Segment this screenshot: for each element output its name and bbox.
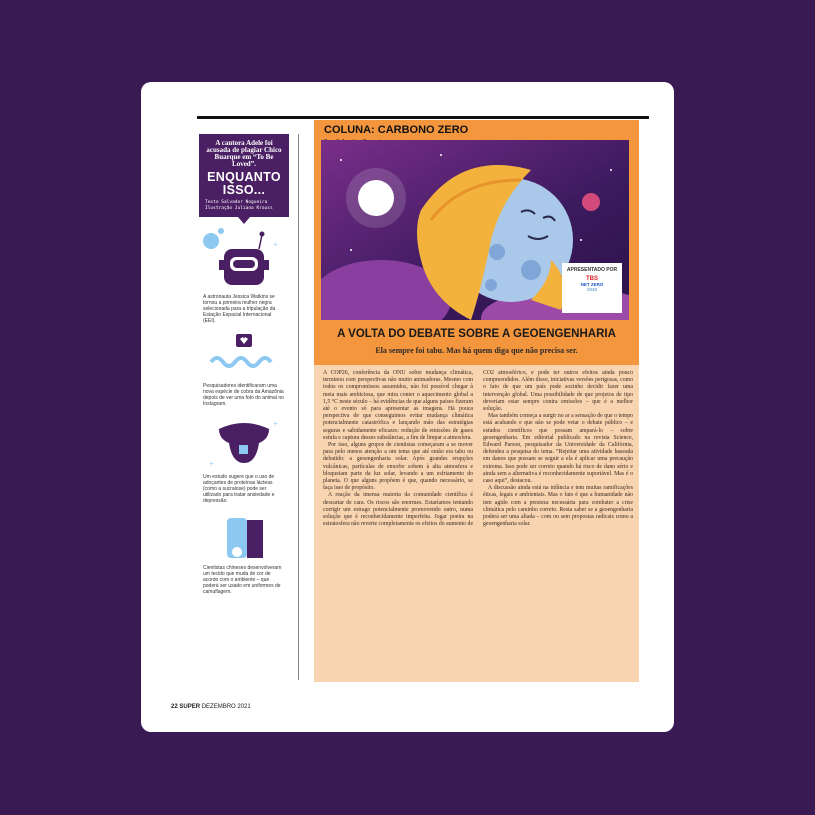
- fabric-roll-icon: [199, 512, 289, 562]
- sponsor-logo: TBS: [586, 276, 598, 282]
- article-body: [323, 370, 633, 528]
- top-rule: [197, 116, 649, 119]
- snake-instagram-icon: [199, 332, 289, 380]
- page-number: 22: [171, 704, 178, 710]
- teaser-title: ENQUANTO ISSO...: [207, 170, 281, 197]
- headline: A VOLTA DO DEBATE SOBRE A GEOENGENHARIA: [337, 328, 616, 340]
- page-footer: [171, 704, 251, 710]
- svg-text:+: +: [209, 459, 215, 469]
- paragraph: A reação da imensa maioria da comunidade científica é descartar de cara. Os riscos são enormes. Estaríamos tentando corrigir um estrago potencialmente promovendo outro, numa solução que é reconhecidamente imperfeita. Jogar poeira na estratosfera não reverte completamente os efeitos do aumento de CO2 atmosférico, e pode ter outros efeitos ainda pouco compreendidos. Além disso, iniciativas versões perigosas, como o fato de que um país pode sozinho decidir fazer uma intervenção global. Uma possibilidade de que projetos de tipo deveriam estar sempre contra emissões – que é a melhor solução.: [323, 370, 633, 528]
- sidebar: [199, 134, 289, 595]
- paragraph: A COP26, conferência da ONU sobre mudança climática, terminou com perspectivas não muito animadoras. Mesmo com todos os compromissos assumidos, não foi possível chegar à meta mais ambiciosa, que mira conter o aquecimento global a 1,5 °C neste século – há evidências de que alguns países fizeram até o evento só para apresentar as imagens. Há pouca perspectiva de que conseguimos evitar mudança climática potencialmente catastrófica e lançando mão das estratégias seguras e sabidamente eficazes: redução de emissões de gases estufa e captura desses substâncias, a fim de limpar a atmosfera.: [323, 370, 473, 441]
- svg-text:+: +: [273, 240, 278, 249]
- sidebar-teaser: [199, 134, 289, 217]
- svg-text:+: +: [273, 419, 279, 429]
- sponsor-year: 2040: [586, 287, 597, 292]
- column-divider: [298, 134, 299, 680]
- magazine-name: SUPER: [179, 704, 201, 710]
- blurb-astronaut: A astronauta Jessica Watkins se tornou a primeira mulher negra selecionada para a tripulação da Estação Espacial Internacional (EEI).: [203, 294, 276, 324]
- blurb-sweetener: Um estudo sugere que o uso de adoçantes de proteínas lácteas (como a sucralose) pode ser utilizado para tratar ansiedade e depressão.: [203, 474, 275, 504]
- sponsor-box: [562, 263, 622, 313]
- sponsor-subtitle: NET ZERO: [580, 282, 604, 287]
- astronaut-icon: [199, 227, 289, 291]
- paragraph: Mas também começa a surgir no ar a sensação de que o tempo está acabando e que não se pode vetar o debate público – e estudos científicos que possam ampará-lo – sobre geoengenharia. Em editorial publicado na revista Science, Edward Parson, pesquisador da Universidade da Califórnia, defendeu a pesquisa do tema. “Rejeitar uma atividade baseada em danos que possam se seguir a ela é aplicar uma precaução extrema. Isso pode ser correto quando há risco de dano sério e ainda sem a alternativa é reconhecidamente suportável. Mas é o caso aqui”, destacou.: [483, 413, 633, 485]
- paragraph: A discussão ainda está na infância e tem muitas ramificações éticas, legais e ambientais. Mas o fato é que a humanidade não tem agido com a presteza necessária para combater a crise climática pelo caminho correto. Resta saber se a geoengenharia poderá ser uma aliada – com ou sem propostas radicais como a geoengenharia solar.: [483, 485, 633, 528]
- paragraph: Por isso, alguns grupos de cientistas começaram a se mover para pelo menos atenção a um tema que até então era tabu ou debatido: a geoengenharia solar. Após grandes erupções vulcânicas, partículas de enxofre sobem à alta atmosfera e bloqueiam parte da luz solar, levando a um esfriamento do planeta. O que alguns propõem é que, quando necessário, se faça isso de propósito.: [323, 442, 473, 492]
- article: [314, 120, 639, 682]
- article-hero: [314, 120, 639, 365]
- issue-date: DEZEMBRO 2021: [201, 704, 251, 710]
- teaser-credit-text: Texto Salvador Nogueira: [205, 200, 268, 205]
- teaser-credit-illustration: Ilustração Juliana Krauss: [205, 206, 273, 211]
- blurb-snake: Pesquisadores identificaram uma nova espécie de cobra da Amazônia depois de ver uma foto do animal no Instagram.: [203, 383, 284, 407]
- dek: Ela sempre foi tabu. Mas há quem diga que não precisa ser.: [375, 346, 578, 355]
- blurb-fabric: Cientistas chineses desenvolveram um tecido que muda de cor de acordo com o ambiente – que poderá ser usado em uniformes de camuflagem.: [203, 565, 282, 595]
- sponsor-label: APRESENTADO POR: [566, 267, 618, 273]
- magazine-page: [141, 82, 674, 732]
- teaser-question: A cantora Adele foi acusada de plagiar Chico Buarque em “To Be Loved”.: [206, 139, 282, 168]
- column-title: COLUNA: CARBONO ZERO: [324, 124, 469, 136]
- tongue-icon: [199, 415, 289, 471]
